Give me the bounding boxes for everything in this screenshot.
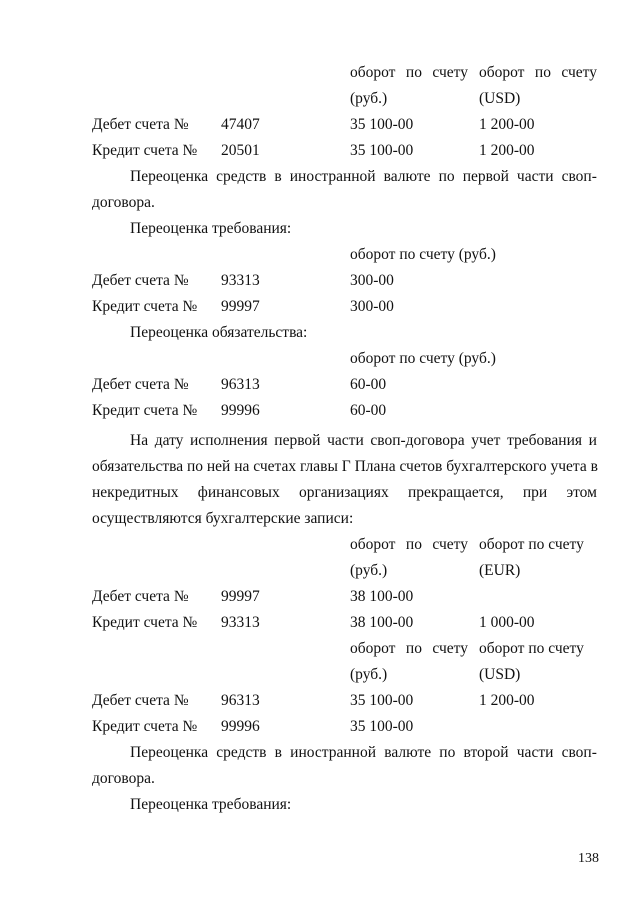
entry-label: Кредит счета № [92, 718, 198, 735]
word: исполнения [190, 432, 268, 449]
word: Переоценка [130, 168, 209, 185]
entry-rub: 35 100-00 [350, 718, 414, 735]
entry-account: 99997 [221, 588, 260, 605]
paragraph-line [130, 744, 597, 762]
entry-account: 99996 [221, 718, 260, 735]
block2-header-rub [350, 536, 468, 554]
word: прекращается, [407, 484, 504, 501]
section-heading: Переоценка обязательства: [130, 324, 308, 341]
word: первой [274, 432, 321, 449]
entry-label: Кредит счета № [92, 142, 198, 159]
block1-header-rub [350, 64, 468, 82]
entry-currency: 1 200-00 [479, 116, 535, 133]
word: по [405, 640, 422, 657]
entry-label: Дебет счета № [92, 588, 189, 605]
entry-label: Дебет счета № [92, 376, 189, 393]
word: по [439, 744, 456, 761]
word: организациях [298, 484, 389, 501]
block3-sub-rub: (руб.) [350, 666, 388, 683]
page-number: 138 [578, 851, 599, 866]
block1-header-usd [479, 64, 597, 82]
entry-label: Дебет счета № [92, 272, 189, 289]
word: иностранной [289, 168, 376, 185]
word: счету [432, 640, 468, 657]
word: иностранной [290, 744, 377, 761]
entry-currency: 1 000-00 [479, 614, 535, 631]
entry-rub: 38 100-00 [350, 614, 414, 631]
entry-rub: 35 100-00 [350, 116, 414, 133]
section-heading: Переоценка требования: [130, 796, 292, 813]
word: средств [216, 168, 267, 185]
word: части [516, 744, 554, 761]
entry-currency: 1 200-00 [479, 142, 535, 159]
word: своп- [561, 744, 597, 761]
word: второй [463, 744, 509, 761]
entry-account: 96313 [221, 692, 260, 709]
entry-label: Кредит счета № [92, 614, 198, 631]
word: некредитных [92, 484, 179, 501]
block2-sub-rub: (руб.) [350, 562, 388, 579]
block1-sub-usd: (USD) [479, 90, 521, 107]
word: по [405, 536, 422, 553]
entry-rub: 300-00 [350, 298, 394, 315]
entry-account: 47407 [221, 116, 260, 133]
word: своп-договора [370, 432, 465, 449]
word: валюте [384, 744, 432, 761]
entry-rub: 38 100-00 [350, 588, 414, 605]
entry-account: 99997 [221, 298, 260, 315]
entry-rub: 60-00 [350, 376, 387, 393]
entry-account: 96313 [221, 376, 260, 393]
word: части [516, 168, 554, 185]
word: по [534, 64, 551, 81]
word: требования [507, 432, 583, 449]
entry-account: 93313 [221, 614, 260, 631]
block3-header-currency: оборот по счету [479, 640, 584, 657]
word: по [438, 168, 455, 185]
column-header: оборот по счету (руб.) [350, 246, 496, 263]
word: дату [154, 432, 184, 449]
block3-sub-currency: (USD) [479, 666, 521, 683]
entry-account: 93313 [221, 272, 260, 289]
word: своп- [561, 168, 597, 185]
block1-sub-rub: (руб.) [350, 90, 388, 107]
entry-label: Дебет счета № [92, 116, 189, 133]
entry-account: 99996 [221, 402, 260, 419]
entry-account: 20501 [221, 142, 260, 159]
block2-sub-currency: (EUR) [479, 562, 521, 579]
paragraph-line: договора. [92, 770, 155, 787]
word: счету [432, 64, 468, 81]
entry-currency: 1 200-00 [479, 692, 535, 709]
entry-label: Кредит счета № [92, 402, 198, 419]
block2-header-currency: оборот по счету [479, 536, 584, 553]
word: средств [216, 744, 267, 761]
entry-rub: 300-00 [350, 272, 394, 289]
word: части [327, 432, 364, 449]
word: оборот [350, 536, 396, 553]
block3-header-rub [350, 640, 468, 658]
paragraph-line [130, 432, 597, 450]
word: и [588, 432, 597, 449]
word: учет [471, 432, 501, 449]
entry-rub: 60-00 [350, 402, 387, 419]
word: счету [561, 64, 597, 81]
paragraph-line [130, 168, 597, 186]
word: при [522, 484, 548, 501]
word: валюте [383, 168, 431, 185]
entry-label: Дебет счета № [92, 692, 189, 709]
paragraph-line: обязательства по ней на счетах главы Г Плана счетов бухгалтерского учета в [92, 458, 598, 475]
word: в [274, 168, 282, 185]
section-heading: Переоценка требования: [130, 220, 292, 237]
word: оборот [350, 640, 396, 657]
word: финансовых [197, 484, 280, 501]
entry-rub: 35 100-00 [350, 142, 414, 159]
word: в [274, 744, 282, 761]
word: оборот [350, 64, 396, 81]
paragraph-line [92, 484, 597, 502]
paragraph-line: договора. [92, 194, 155, 211]
paragraph-line: осуществляются бухгалтерские записи: [92, 510, 354, 527]
word: первой [462, 168, 509, 185]
word: по [405, 64, 422, 81]
word: этом [566, 484, 597, 501]
column-header: оборот по счету (руб.) [350, 350, 496, 367]
word: Переоценка [130, 744, 209, 761]
word: На [130, 432, 149, 449]
entry-rub: 35 100-00 [350, 692, 414, 709]
word: счету [432, 536, 468, 553]
entry-label: Кредит счета № [92, 298, 198, 315]
word: оборот [479, 64, 525, 81]
